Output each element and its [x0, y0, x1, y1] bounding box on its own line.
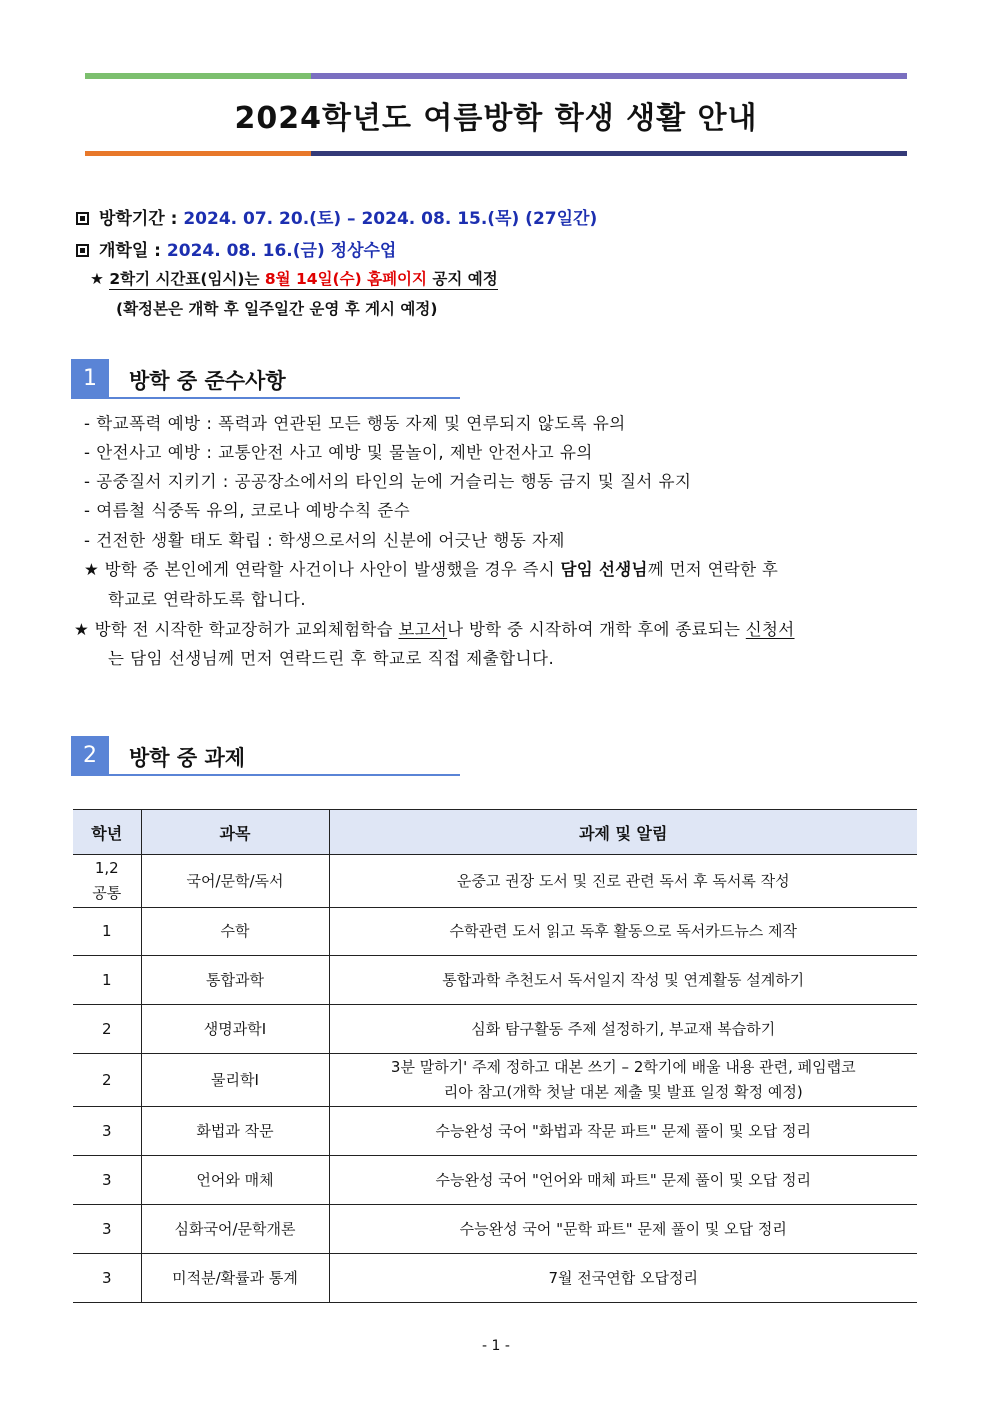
task-cell-text: 7월 전국연합 오답정리: [548, 1268, 698, 1287]
subject-cell-text: 생명과학Ⅰ: [203, 1019, 267, 1038]
rule-item: - 학교폭력 예방 : 폭력과 연관된 모든 행동 자제 및 연루되지 않도록 유의: [84, 414, 626, 433]
grade-cell-text: 3: [101, 1268, 112, 1287]
task-cell-text: 수능완성 국어 "문학 파트" 문제 풀이 및 오답 정리: [459, 1219, 787, 1238]
square-bullet-icon: [76, 212, 89, 225]
subject-cell: [141, 1205, 329, 1254]
subject-cell: [141, 1005, 329, 1054]
grade-cell: [73, 1205, 141, 1254]
application-underline: 신청서: [745, 620, 795, 639]
notice-text: 2학기 시간표(임시)는: [109, 270, 260, 288]
task-cell: [329, 908, 917, 956]
grade-cell: [73, 956, 141, 1005]
subject-cell: [141, 1107, 329, 1156]
section-title: 방학 중 과제: [129, 746, 246, 770]
rule-item: - 안전사고 예방 : 교통안전 사고 예방 및 물놀이, 제반 안전사고 유의: [84, 443, 593, 462]
opening-line: [76, 236, 396, 261]
period-line: [76, 204, 597, 229]
subject-cell: [141, 956, 329, 1005]
subject-cell: [141, 1254, 329, 1303]
report-underline: 보고서: [398, 620, 448, 639]
task-cell-text: 3분 말하기' 주제 정하고 대본 쓰기 – 2학기에 배울 내용 관련, 페임랩코: [390, 1058, 856, 1076]
subject-cell-text: 수학: [220, 922, 250, 940]
table-row: [73, 1156, 917, 1205]
grade-cell: [73, 1107, 141, 1156]
square-bullet-icon: [76, 244, 89, 257]
assignment-table: [73, 809, 917, 1303]
subject-cell: [141, 908, 329, 956]
table-row: [73, 1005, 917, 1054]
contact-note-bold: 담임 선생님: [560, 560, 648, 579]
subject-cell-text: 국어/문학/독서: [186, 871, 284, 890]
grade-cell-text: 1: [101, 922, 112, 940]
grade-cell: [73, 1254, 141, 1303]
page-number: - 1 -: [482, 1338, 510, 1354]
header-subject: 과목: [141, 810, 329, 855]
contact-note: [84, 556, 922, 580]
opening-note: 정상수업: [330, 241, 397, 261]
star-icon: ★: [84, 560, 100, 579]
section-number: 2: [71, 736, 109, 776]
subject-cell-text: 화법과 작문: [196, 1121, 274, 1140]
table-row: [73, 956, 917, 1005]
table-row: [73, 908, 917, 956]
task-cell-text: 수능완성 국어 "화법과 작문 파트" 문제 풀이 및 오답 정리: [435, 1121, 811, 1140]
grade-cell-text: 2: [101, 1019, 112, 1038]
rule-item: - 공중질서 지키기 : 공공장소에서의 타인의 눈에 거슬리는 행동 금지 및 질서 유지: [84, 472, 692, 491]
grade-cell: [73, 855, 141, 908]
subject-cell: [141, 855, 329, 908]
grade-cell-text: 3: [101, 1219, 112, 1238]
opening-label: 개학일 :: [99, 241, 161, 261]
subject-cell-text: 물리학Ⅰ: [211, 1070, 259, 1089]
section-underline: [109, 774, 460, 776]
subject-cell: [141, 1054, 329, 1107]
bottom-decor-bar: [85, 151, 907, 156]
notice-text-end: 공지 예정: [432, 270, 498, 288]
report-note-line2: 는 담임 선생님께 먼저 연락드린 후 학교로 직접 제출합니다.: [108, 649, 555, 668]
rule-item: - 여름철 식중독 유의, 코로나 예방수칙 준수: [84, 501, 411, 520]
grade-cell-text: 2: [101, 1070, 112, 1089]
rule-item: - 건전한 생활 태도 확립 : 학생으로서의 신분에 어긋난 행동 자제: [84, 531, 565, 550]
contact-note-text: 방학 중 본인에게 연락할 사건이나 사안이 발생했을 경우 즉시: [104, 560, 555, 579]
grade-cell-text: 1,2: [94, 859, 119, 877]
subject-cell-text: 통합과학: [206, 970, 264, 989]
contact-note-text-end: 께 먼저 연락한 후: [647, 560, 779, 579]
task-cell-text: 수능완성 국어 "언어와 매체 파트" 문제 풀이 및 오답 정리: [435, 1170, 811, 1189]
task-cell-text: 통합과학 추천도서 독서일지 작성 및 연계활동 설계하기: [442, 970, 805, 989]
header-grade: 학년: [73, 810, 141, 855]
section-number: 1: [71, 359, 109, 399]
notice-highlight: 8월 14일(수) 홈페이지: [264, 270, 427, 288]
task-cell: [329, 1205, 917, 1254]
section-title: 방학 중 준수사항: [129, 369, 286, 393]
table-header-row: [73, 810, 917, 855]
table-row: [73, 1254, 917, 1303]
contact-note-line2: 학교로 연락하도록 합니다.: [108, 590, 307, 609]
table-row: [73, 1107, 917, 1156]
grade-cell-text: 3: [101, 1121, 112, 1140]
task-cell: [329, 1254, 917, 1303]
table-row: [73, 1054, 917, 1107]
star-icon: ★: [90, 270, 104, 288]
period-label: 방학기간 :: [99, 209, 178, 229]
task-cell-text: 운중고 권장 도서 및 진로 관련 독서 후 독서록 작성: [456, 871, 790, 890]
task-cell-text: 리아 참고(개학 첫날 대본 제출 및 발표 일정 확정 예정): [443, 1083, 803, 1101]
period-value: 2024. 07. 20.(토) – 2024. 08. 15.(목) (27일간): [183, 209, 598, 229]
task-cell: [329, 855, 917, 908]
header-task: 과제 및 알림: [329, 810, 917, 855]
opening-date: 2024. 08. 16.(금): [166, 241, 325, 261]
report-note: [74, 616, 795, 640]
grade-cell-text: 3: [101, 1170, 112, 1189]
grade-cell: [73, 1005, 141, 1054]
task-cell-text: 수학관련 도서 읽고 독후 활동으로 독서카드뉴스 제작: [449, 922, 797, 940]
task-cell: [329, 956, 917, 1005]
task-cell: [329, 1005, 917, 1054]
grade-cell: [73, 908, 141, 956]
task-cell: [329, 1156, 917, 1205]
report-note-mid: 나 방학 중 시작하여 개학 후에 종료되는: [447, 620, 741, 639]
task-cell: [329, 1054, 917, 1107]
timetable-subnote: (확정본은 개학 후 일주일간 운영 후 게시 예정): [116, 300, 438, 318]
subject-cell-text: 심화국어/문학개론: [174, 1219, 296, 1238]
grade-cell-text: 공통: [92, 884, 122, 902]
grade-cell-text: 1: [101, 970, 112, 989]
star-icon: ★: [74, 620, 90, 639]
report-note-text: 방학 전 시작한 학교장허가 교외체험학습: [94, 620, 393, 639]
document-title: 2024학년도 여름방학 학생 생활 안내: [234, 101, 758, 136]
timetable-notice: [90, 267, 498, 289]
table-row: [73, 855, 917, 908]
grade-cell: [73, 1054, 141, 1107]
top-decor-bar: [85, 73, 907, 79]
grade-cell: [73, 1156, 141, 1205]
task-cell-text: 심화 탐구활동 주제 설정하기, 부교재 복습하기: [471, 1019, 776, 1038]
table-row: [73, 1205, 917, 1254]
subject-cell-text: 언어와 매체: [196, 1170, 274, 1189]
subject-cell-text: 미적분/확률과 통계: [172, 1268, 298, 1287]
subject-cell: [141, 1156, 329, 1205]
task-cell: [329, 1107, 917, 1156]
section-underline: [109, 397, 460, 399]
